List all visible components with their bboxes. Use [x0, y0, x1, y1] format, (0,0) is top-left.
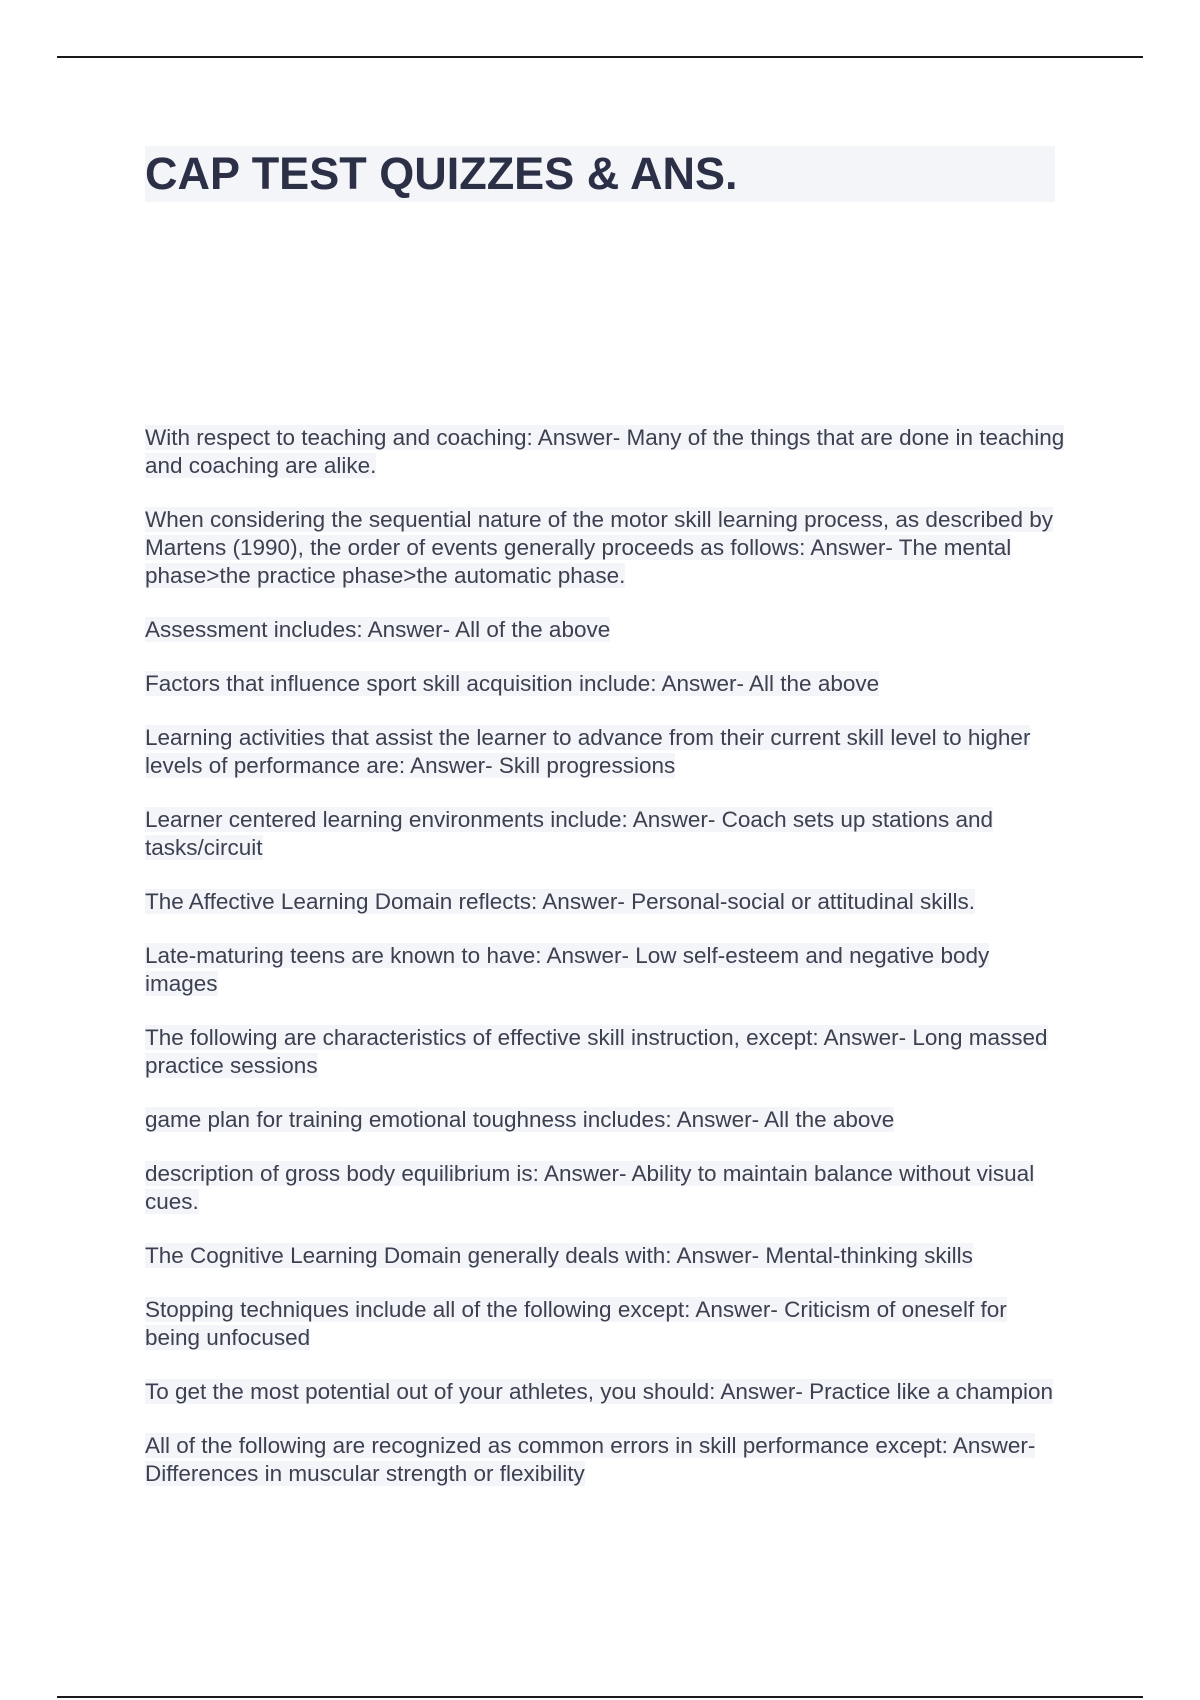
qa-item: [145, 1378, 1065, 1406]
qa-text: Factors that influence sport skill acquisition include: Answer- All the above: [145, 671, 880, 696]
qa-item: [145, 888, 1065, 916]
qa-text: All of the following are recognized as common errors in skill performance except: Answer- Differences in muscular strength or flexibility: [145, 1433, 1036, 1486]
footer-rule: [57, 1696, 1143, 1698]
qa-text: description of gross body equilibrium is: Answer- Ability to maintain balance without visual cues.: [145, 1161, 1035, 1214]
qa-text: game plan for training emotional toughness includes: Answer- All the above: [145, 1107, 895, 1132]
qa-text: Learner centered learning environments include: Answer- Coach sets up stations and tasks/circuit: [145, 807, 993, 860]
qa-text: The Affective Learning Domain reflects: Answer- Personal-social or attitudinal skills.: [145, 889, 975, 914]
title-block: [145, 146, 1055, 202]
qa-text: Late-maturing teens are known to have: Answer- Low self-esteem and negative body images: [145, 943, 990, 996]
page-title: CAP TEST QUIZZES & ANS.: [145, 148, 738, 199]
qa-text: With respect to teaching and coaching: Answer- Many of the things that are done in teaching and coaching are alike.: [145, 425, 1065, 478]
qa-item: [145, 506, 1065, 590]
qa-text: Learning activities that assist the learner to advance from their current skill level to higher levels of performance are: Answer- Skill progressions: [145, 725, 1031, 778]
qa-item: [145, 1160, 1065, 1216]
qa-item: [145, 1024, 1065, 1080]
qa-text: The Cognitive Learning Domain generally deals with: Answer- Mental-thinking skills: [145, 1243, 973, 1268]
qa-item: [145, 1296, 1065, 1352]
qa-item: [145, 1242, 1065, 1270]
qa-text: Assessment includes: Answer- All of the above: [145, 617, 611, 642]
qa-item: [145, 616, 1065, 644]
qa-item: [145, 806, 1065, 862]
header-rule: [57, 56, 1143, 58]
qa-text: When considering the sequential nature of the motor skill learning process, as described by Martens (1990), the order of events generally proceeds as follows: Answer- The mental phase>the practice phase>the automatic phase.: [145, 507, 1053, 588]
qa-text: The following are characteristics of effective skill instruction, except: Answer- Long massed practice sessions: [145, 1025, 1048, 1078]
qa-item: [145, 670, 1065, 698]
qa-text: To get the most potential out of your athletes, you should: Answer- Practice like a champion: [145, 1379, 1053, 1404]
qa-item: [145, 1106, 1065, 1134]
qa-item: [145, 942, 1065, 998]
qa-item: [145, 724, 1065, 780]
qa-item: [145, 424, 1065, 480]
qa-text: Stopping techniques include all of the following except: Answer- Criticism of oneself for being unfocused: [145, 1297, 1007, 1350]
qa-list: [145, 424, 1065, 1514]
qa-item: [145, 1432, 1065, 1488]
